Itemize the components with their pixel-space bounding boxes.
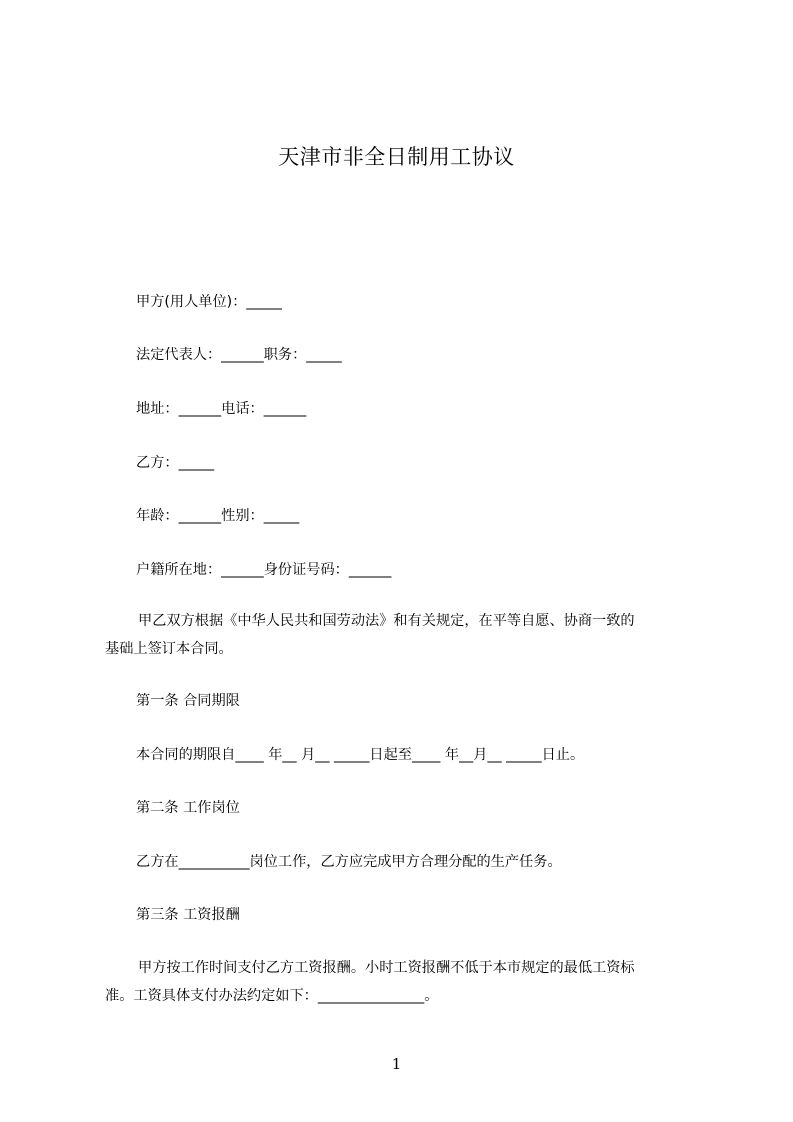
household-id-line: 户籍所在地：______身份证号码：______	[136, 562, 392, 578]
party-a-line: 甲方(用人单位)：_____	[136, 294, 282, 310]
intro-paragraph-row: 基础上签订本合同。	[105, 641, 233, 657]
age-gender-line: 年龄：______性别：_____	[136, 508, 300, 524]
intro-paragraph-row: 甲乙双方根据《中华人民共和国劳动法》和有关规定，在平等自愿、协商一致的	[138, 613, 635, 629]
party-b-line: 乙方：_____	[136, 455, 215, 471]
article-3-body-row: 甲方按工作时间支付乙方工资报酬。小时工资报酬不低于本市规定的最低工资标	[138, 960, 635, 976]
document-title: 天津市非全日制用工协议	[278, 145, 515, 169]
article-3-body	[105, 958, 703, 1006]
article-2-heading: 第二条 工作岗位	[136, 800, 240, 816]
article-2-body: 乙方在__________岗位工作，乙方应完成甲方合理分配的生产任务。	[136, 854, 562, 870]
legal-representative-line: 法定代表人：______职务：_____	[136, 347, 342, 363]
page-number: 1	[391, 1055, 402, 1073]
article-3-body-row: 准。工资具体支付办法约定如下：_______________。	[105, 988, 439, 1004]
article-1-body: 本合同的期限自____ 年__ 月__ _____日起至____ 年__月__ _____日止。	[136, 747, 585, 763]
article-1-heading: 第一条 合同期限	[136, 693, 240, 709]
article-3-heading: 第三条 工资报酬	[136, 907, 240, 923]
address-phone-line: 地址：______电话：______	[136, 401, 307, 417]
intro-paragraph	[105, 611, 703, 659]
